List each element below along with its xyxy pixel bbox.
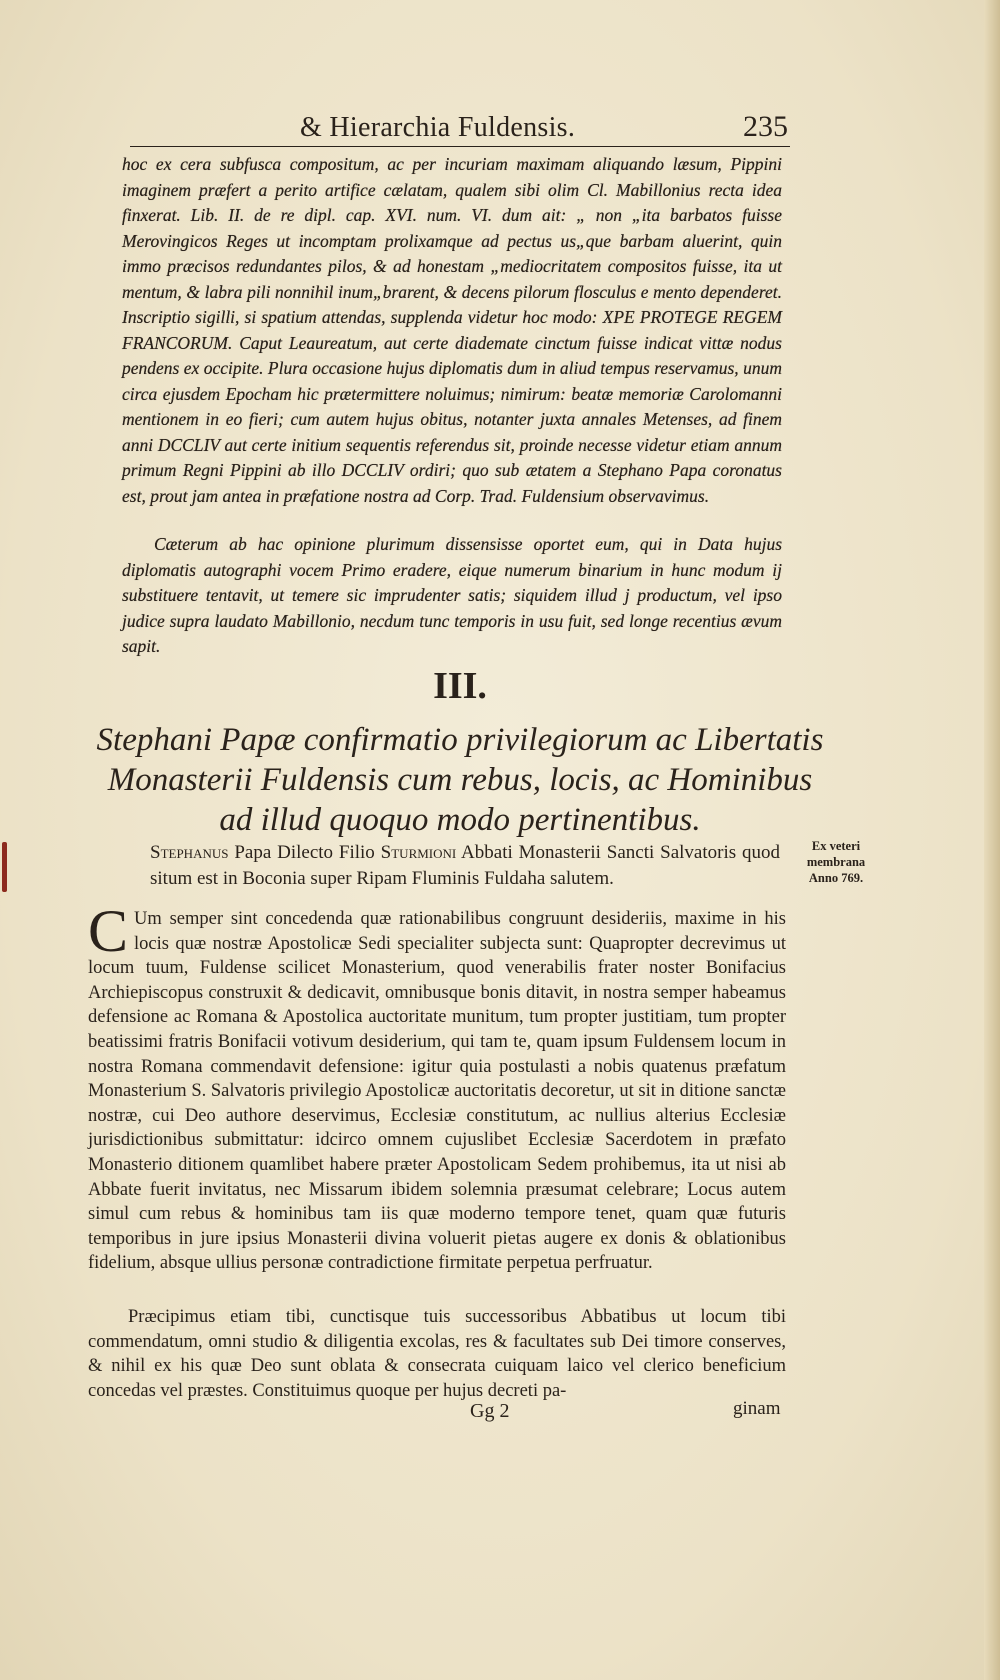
salutation (150, 840, 780, 892)
salutation-recipient: Sturmioni (380, 842, 457, 863)
page-gutter (984, 0, 1000, 1680)
charter-paragraph-1 (88, 898, 786, 1276)
commentary-paragraph-1: hoc ex cera subfusca compositum, ac per incuriam maximam aliquando læsum, Pippini imaginem præfert a perito artifice cælatam, qualem sibi olim Cl. Mabillonius recta idea finxerat. Lib. II. de re dipl. cap. XVI. num. VI. dum ait: „ non „ita barbatos fuisse Merovingicos Reges ut incomptam prolixamque ad pectus us„que barbam aluerint, quin immo præcisos redundantes pilos, & ad honestam „mediocritatem compositos fuisse, ita ut mentum, & labra pili nonnihil inum„brarent, & decens pilorum flosculus e mento dependeret. Inscriptio sigilli, si spatium attendas, supplenda videtur hoc modo: XPE PROTEGE REGEM FRANCORUM. Caput Leaureatum, aut certe diademate cinctum fuisse indicat vittæ nodus pendens ex occipite. Plura occasione hujus diplomatis dum in aliud tempus reservamus, unum circa ejusdem Epocham hic prætermittere noluimus; nimirum: beatæ memoriæ Carolomanni mentionem in eo fieri; cum autem hujus obitus, notanter juxta annales Metenses, ad finem anni DCCLIV aut certe initium sequentis referendus sit, proinde necesse videtur etiam annum primum Regni Pippini ab illo DCCLIV ordiri; quo sub ætatem a Stephano Papa coronatus est, prout jam antea in præfatione nostra ad Corp. Trad. Fuldensium observavimus. (122, 154, 782, 506)
red-edge-mark (2, 842, 7, 892)
salutation-middle-2: Abbati Monasterii Sancti Salvatoris quod situm est in Boconia super Ripam Fluminis Fuldaha salutem. (150, 842, 780, 889)
section-number: III. (433, 665, 487, 707)
salutation-sender: Stephanus (150, 842, 229, 863)
margin-note (786, 838, 886, 886)
page-number: 235 (743, 110, 788, 143)
charter-paragraph-2: Præcipimus etiam tibi, cunctisque tuis successoribus Abbatibus ut locum tibi commendatum, omni studio & diligentia excolas, res & facultates sub Dei timore conserves, & nihil ex his quæ Deo sunt oblata & consecrata cuiquam laico vel clerico beneficium concedas vel præstes. Constituimus quoque per hujus decreti pa- (88, 1307, 786, 1401)
salutation-middle-1: Papa Dilecto Filio (234, 842, 375, 863)
running-head (130, 110, 790, 147)
margin-note-line-2: membrana (806, 855, 866, 869)
signature-mark: Gg 2 (470, 1400, 510, 1422)
document-title: Stephani Papæ confirmatio privilegiorum ac Libertatis Monasterii Fuldensis cum rebus, locis, ac Hominibus ad illud quoquo modo pertinentibus. (96, 722, 824, 838)
commentary-paragraph-2: Cæterum ab hac opinione plurimum dissensisse oportet eum, qui in Data hujus diplomatis autographi vocem Primo eradere, eique numerum binarium in hunc modum ij substituere tentavit, ut temere sic imprudenter satis; siquidem illud j productum, vel ipso judice supra laudato Mabillonio, necdum tunc temporis in usu fuit, sed longe recentius ævum sapit. (122, 534, 782, 656)
running-head-title: & Hierarchia Fuldensis. (300, 112, 576, 143)
drop-cap: C (88, 898, 129, 964)
charter-paragraph-1-text: Um semper sint concedenda quæ rationabilibus congruunt desideriis, maxime in his locis quæ nostræ Apostolicæ Sedi specialiter subjecta sunt: Quapropter decrevimus ut locum tuum, Fuldense scilicet Monasterium, quod venerabilis frater noster Bonifacius Archiepiscopus construxit & dedicavit, omnibusque bonis ditavit, in nostra semper habeamus defensione ac Romana & Apostolica auctoritate munitum, tum propter justitiam, tum propter beatissimi fratris Bonifacii votivum desiderium, qui tam te, quam ipsum Fuldensem locum in nostra Romana commendavit defensione: igitur quia postulasti a nobis quatenus præfatum Monasterium S. Salvatoris privilegio Apostolicæ auctoritatis decoretur, ut sit in ditione sanctæ nostræ, cui Deo authore deservimus, Ecclesiæ constitutum, ac nullius alterius Ecclesiæ jurisdictionibus submittatur: idcirco omnem cujuslibet Ecclesiæ Sacerdotem in præfato Monasterio ditionem quamlibet habere præter Apostolicam Sedem prohibemus, ita ut nisi ab Abbate fuerit invitatus, nec Missarum ibidem solemnia præsumat celebrare; Locus autem simul cum rebus & hominibus tam iis quæ moderno tempore tenet, quam quæ futuris temporibus in jure ipsius Monasterii divina voluerit pietas augere ex donis & oblationibus fidelium, absque ullius personæ contradictione firmitate perpetua perfruatur. (88, 909, 786, 1274)
catchword: ginam (733, 1398, 781, 1419)
margin-note-line-3: Anno 769. (808, 871, 864, 885)
margin-note-line-1: Ex veteri (811, 839, 861, 853)
